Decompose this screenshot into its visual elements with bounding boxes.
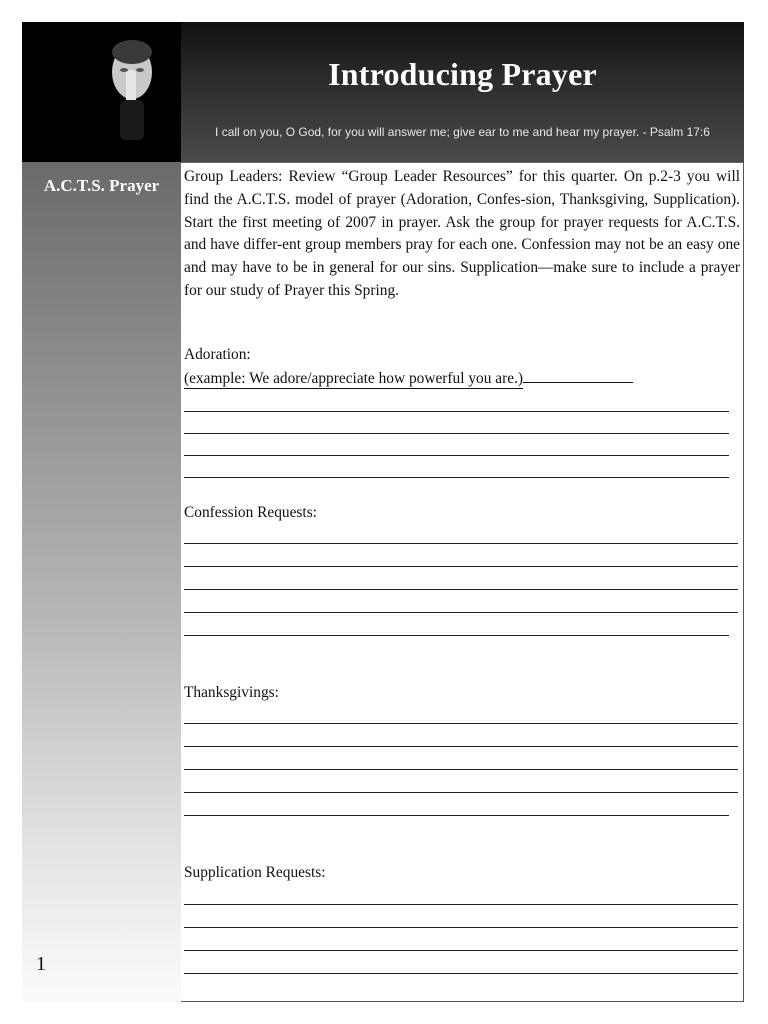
sidebar-title: A.C.T.S. Prayer	[43, 176, 160, 195]
page-title: Introducing Prayer	[328, 56, 597, 92]
confession-line-4[interactable]	[184, 612, 738, 613]
supplication-line-2[interactable]	[184, 927, 738, 928]
thanksgivings-label: Thanksgivings:	[184, 684, 279, 701]
confession-line-3[interactable]	[184, 589, 738, 590]
confession-line-1[interactable]	[184, 543, 738, 544]
adoration-example	[184, 369, 633, 388]
adoration-line-2[interactable]	[184, 433, 729, 434]
confession-line-2[interactable]	[184, 566, 738, 567]
adoration-line-1[interactable]	[184, 411, 729, 412]
header-band	[181, 22, 744, 162]
page-number: 1	[36, 953, 46, 975]
adoration-label: Adoration:	[184, 346, 251, 363]
supplication-line-4[interactable]	[184, 973, 738, 974]
adoration-line-4[interactable]	[184, 477, 729, 478]
scripture-verse: I call on you, O God, for you will answer me; give ear to me and hear my prayer. - Psalm 17:6	[215, 125, 710, 139]
sidebar	[22, 162, 181, 1002]
thanksgivings-line-2[interactable]	[184, 746, 738, 747]
main-content	[184, 166, 740, 303]
thanksgivings-line-5[interactable]	[184, 815, 729, 816]
intro-paragraph: Group Leaders: Review “Group Leader Resources” for this quarter. On p.2-3 you will find the A.C.T.S. model of prayer (Adoration, Confes-sion, Thanksgiving, Supplication). Start the first meeting of 2007 in prayer. Ask the group for prayer requests for A.C.T.S. and have differ-ent group members pray for each one. Confession may not be an easy one and may have to be in general for our sins. Supplication—make sure to include a prayer for our study of Prayer this Spring.	[184, 168, 740, 299]
thanksgivings-line-1[interactable]	[184, 723, 738, 724]
confession-label: Confession Requests:	[184, 504, 317, 521]
thanksgivings-line-3[interactable]	[184, 769, 738, 770]
thanksgivings-line-4[interactable]	[184, 792, 738, 793]
praying-man-photo	[22, 22, 181, 162]
adoration-example-underline	[523, 369, 633, 383]
adoration-line-3[interactable]	[184, 455, 729, 456]
confession-line-5[interactable]	[184, 635, 729, 636]
supplication-line-1[interactable]	[184, 904, 738, 905]
supplication-line-3[interactable]	[184, 950, 738, 951]
adoration-example-text: (example: We adore/appreciate how powerful you are.)	[184, 370, 524, 387]
praying-man-image	[22, 22, 181, 162]
supplication-label: Supplication Requests:	[184, 864, 326, 881]
